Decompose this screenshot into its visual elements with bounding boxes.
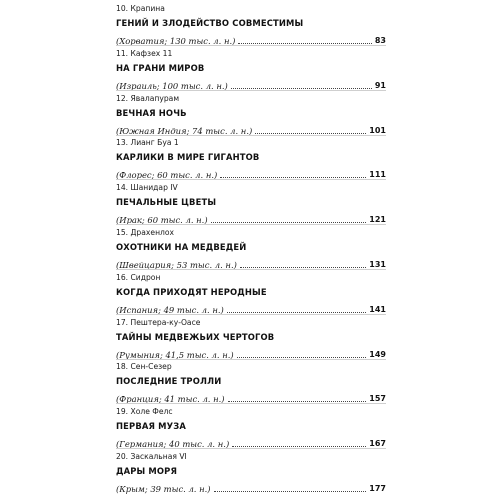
- entry-divider: [116, 269, 386, 270]
- chapter-number-site: 15. Драхенлох: [116, 228, 175, 237]
- chapter-title: ОХОТНИКИ НА МЕДВЕДЕЙ: [116, 242, 247, 252]
- page-number: 167: [369, 439, 386, 449]
- chapter-number-site: 19. Холе Фелс: [116, 407, 173, 417]
- chapter-number-site: 18. Сен-Сезер: [116, 362, 172, 372]
- chapter-title: ДАРЫ МОРЯ: [116, 466, 178, 476]
- dot-leader: [220, 177, 366, 178]
- chapter-location: (Швейцария; 53 тыс. л. н.): [116, 260, 237, 270]
- entry-divider: [116, 314, 386, 315]
- chapter-number-site: 17. Пештера-ку-Оасе: [116, 317, 201, 327]
- chapter-title: ТАЙНЫ МЕДВЕЖЬИХ ЧЕРТОГОВ: [116, 331, 275, 342]
- dot-leader: [240, 267, 366, 268]
- chapter-title: ПОСЛЕДНИЕ ТРОЛЛИ: [116, 376, 222, 387]
- entry-divider: [116, 359, 386, 360]
- chapter-location: (Флорес; 60 тыс. л. н.): [116, 170, 218, 181]
- page-number: 141: [369, 304, 386, 314]
- chapter-title: ПЕЧАЛЬНЫЕ ЦВЕТЫ: [116, 197, 217, 208]
- entry-divider: [116, 224, 386, 225]
- toc-entry[interactable]: [116, 362, 386, 405]
- toc-entry[interactable]: [116, 138, 386, 181]
- dot-leader: [214, 491, 367, 492]
- chapter-location: (Ирак; 60 тыс. л. н.): [116, 215, 208, 226]
- chapter-number-site: 10. Крапина: [116, 4, 165, 13]
- chapter-location: (Франция; 41 тыс. л. н.): [116, 394, 225, 405]
- toc-entry[interactable]: [116, 318, 386, 361]
- chapter-location: (Южная Индия; 74 тыс. л. н.): [116, 125, 253, 136]
- chapter-number-site: 13. Лианг Буа 1: [116, 138, 179, 148]
- dot-leader: [228, 401, 367, 402]
- chapter-title: ВЕЧНАЯ НОЧЬ: [116, 107, 187, 118]
- toc-entry[interactable]: [116, 94, 386, 137]
- page-number: 111: [369, 170, 386, 180]
- dot-leader: [231, 88, 372, 89]
- chapter-location: (Израиль; 100 тыс. л. н.): [116, 80, 228, 91]
- dot-leader: [255, 133, 366, 134]
- entry-divider: [116, 403, 386, 404]
- page-number: 177: [369, 484, 386, 493]
- toc-entry[interactable]: [116, 228, 386, 271]
- toc-entry[interactable]: [116, 49, 386, 92]
- chapter-title: КОГДА ПРИХОДЯТ НЕРОДНЫЕ: [116, 286, 267, 297]
- dot-leader: [237, 357, 367, 358]
- toc-entry[interactable]: [116, 452, 386, 495]
- page-number: 157: [369, 394, 386, 404]
- chapter-location: (Германия; 40 тыс. л. н.): [116, 439, 230, 450]
- page-number: 149: [369, 349, 386, 359]
- chapter-number-site: 20. Заскальная VI: [116, 452, 187, 461]
- toc-entry[interactable]: [116, 4, 386, 47]
- toc-entry[interactable]: [116, 183, 386, 226]
- dot-leader: [232, 446, 366, 447]
- chapter-number-site: 16. Сидрон: [116, 272, 161, 282]
- page-number: 121: [369, 215, 386, 225]
- chapter-location: (Румыния; 41,5 тыс. л. н.): [116, 349, 234, 360]
- page-number: 91: [374, 80, 386, 90]
- page-number: 131: [369, 260, 386, 269]
- toc-entry[interactable]: [116, 273, 386, 316]
- page-number: 83: [374, 36, 386, 45]
- entry-divider: [116, 448, 386, 449]
- chapter-title: ГЕНИЙ И ЗЛОДЕЙСТВО СОВМЕСТИМЫ: [116, 18, 304, 28]
- chapter-location: (Испания; 49 тыс. л. н.): [116, 304, 224, 315]
- entry-divider: [116, 90, 386, 91]
- page-number: 101: [369, 125, 386, 135]
- dot-leader: [211, 222, 367, 223]
- chapter-title: ПЕРВАЯ МУЗА: [116, 421, 186, 432]
- location-line: [116, 483, 386, 495]
- chapter-location: (Крым; 39 тыс. л. н.): [116, 484, 211, 494]
- dot-leader: [238, 43, 371, 44]
- chapter-title: НА ГРАНИ МИРОВ: [116, 62, 205, 73]
- entry-divider: [116, 135, 386, 136]
- chapter-location: (Хорватия; 130 тыс. л. н.): [116, 36, 236, 46]
- chapter-title: КАРЛИКИ В МИРЕ ГИГАНТОВ: [116, 152, 260, 163]
- entry-divider: [116, 179, 386, 180]
- dot-leader: [227, 312, 367, 313]
- entry-divider: [116, 45, 386, 46]
- chapter-number-site: 11. Кафзех 11: [116, 48, 173, 58]
- toc-entry[interactable]: [116, 407, 386, 450]
- chapter-number-site: 12. Явалапурам: [116, 93, 180, 103]
- chapter-number-site: 14. Шанидар IV: [116, 183, 178, 193]
